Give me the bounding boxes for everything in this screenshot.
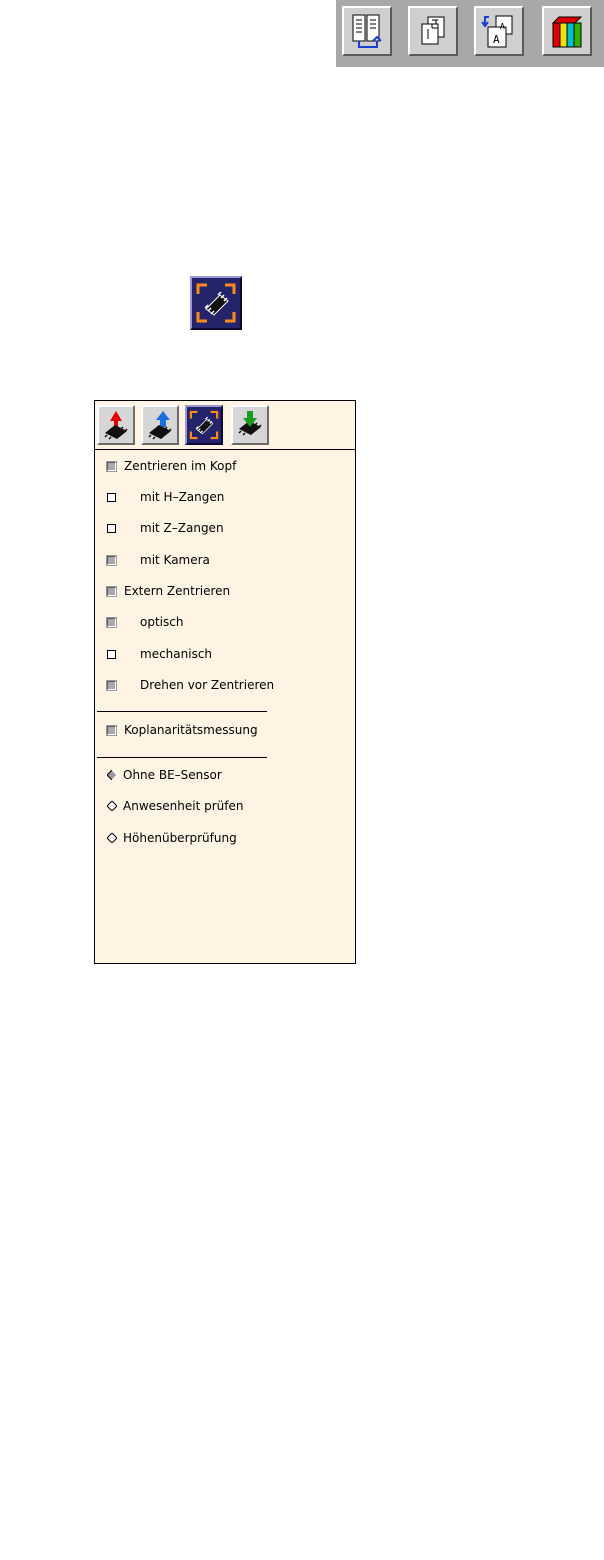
checkbox[interactable] bbox=[107, 650, 116, 659]
option-extern[interactable] bbox=[105, 582, 230, 600]
radio-icon[interactable] bbox=[107, 833, 117, 843]
radio-icon[interactable] bbox=[107, 801, 117, 811]
pickup-red-icon bbox=[101, 409, 131, 441]
option-mechanisch[interactable] bbox=[105, 645, 212, 663]
option-zentrieren-kopf[interactable] bbox=[105, 457, 236, 475]
sensor-label: Höhenüberprüfung bbox=[123, 831, 237, 845]
tab-move[interactable] bbox=[141, 405, 179, 445]
option-kamera[interactable] bbox=[105, 551, 210, 569]
centering-panel bbox=[94, 400, 356, 964]
tab-place[interactable] bbox=[231, 405, 269, 445]
svg-text:A: A bbox=[500, 22, 505, 31]
svg-text:A: A bbox=[493, 33, 500, 46]
option-label: mit H–Zangen bbox=[140, 490, 225, 504]
checkbox[interactable] bbox=[107, 462, 116, 471]
option-label: mit Z–Zangen bbox=[140, 521, 224, 535]
divider bbox=[97, 711, 267, 712]
sensor-option-hoehe[interactable] bbox=[105, 829, 237, 847]
option-label: Zentrieren im Kopf bbox=[124, 459, 237, 473]
books-button[interactable] bbox=[542, 6, 592, 56]
text-swap-button[interactable] bbox=[474, 6, 524, 56]
books-icon bbox=[547, 11, 587, 51]
checkbox[interactable] bbox=[107, 587, 116, 596]
tab-pickup[interactable] bbox=[97, 405, 135, 445]
checkbox[interactable] bbox=[107, 726, 116, 735]
sensor-label: Anwesenheit prüfen bbox=[123, 799, 244, 813]
pages-button[interactable] bbox=[408, 6, 458, 56]
panel-tab-bar bbox=[95, 401, 355, 450]
move-blue-icon bbox=[145, 409, 175, 441]
option-koplanaritaet[interactable] bbox=[105, 721, 258, 739]
option-drehen[interactable] bbox=[105, 676, 274, 694]
option-label: mechanisch bbox=[140, 647, 213, 661]
option-label: mit Kamera bbox=[140, 553, 210, 567]
option-optisch[interactable] bbox=[105, 613, 183, 631]
text-swap-icon bbox=[479, 11, 519, 51]
centering-tool-button[interactable] bbox=[190, 276, 242, 330]
divider bbox=[97, 757, 267, 758]
option-label: Koplanaritätsmessung bbox=[124, 723, 258, 737]
radio-selected-icon[interactable] bbox=[107, 770, 117, 780]
checkbox[interactable] bbox=[107, 556, 116, 565]
checkbox[interactable] bbox=[107, 524, 116, 533]
layout-icon bbox=[347, 11, 387, 51]
sensor-label: Ohne BE–Sensor bbox=[123, 768, 222, 782]
checkbox[interactable] bbox=[107, 493, 116, 502]
option-label: Extern Zentrieren bbox=[124, 584, 231, 598]
tab-center[interactable] bbox=[185, 405, 223, 445]
option-label: Drehen vor Zentrieren bbox=[140, 678, 275, 692]
option-h-zangen[interactable] bbox=[105, 488, 224, 506]
sensor-option-ohne[interactable] bbox=[105, 766, 222, 784]
center-chip-icon bbox=[194, 281, 238, 325]
checkbox[interactable] bbox=[107, 681, 116, 690]
pages-icon bbox=[413, 11, 453, 51]
sensor-option-anwesenheit[interactable] bbox=[105, 797, 243, 815]
layout-button[interactable] bbox=[342, 6, 392, 56]
place-green-icon bbox=[235, 409, 265, 441]
main-toolbar bbox=[336, 0, 604, 67]
center-icon bbox=[188, 409, 220, 441]
option-z-zangen[interactable] bbox=[105, 519, 224, 537]
option-label: optisch bbox=[140, 615, 184, 629]
checkbox[interactable] bbox=[107, 618, 116, 627]
